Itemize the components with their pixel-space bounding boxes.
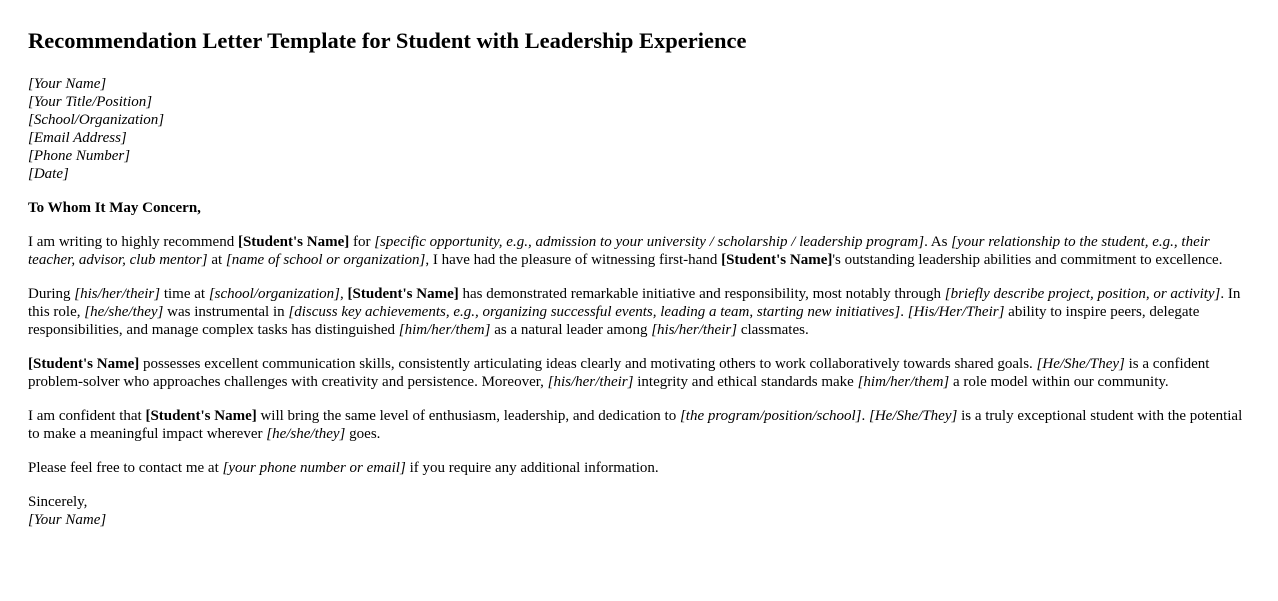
text-segment: is a truly exceptional student with the potential to make a meaningful impact wherever	[28, 408, 1243, 442]
pronoun-placeholder: [him/her/them]	[857, 374, 950, 390]
text-segment: integrity and ethical standards make	[633, 374, 858, 390]
student-name-placeholder: [Student's Name]	[721, 252, 833, 268]
paragraph-leadership	[28, 285, 1250, 339]
achievements-placeholder: [discuss key achievements, e.g., organizing successful events, leading a team, starting new initiatives]	[288, 304, 901, 320]
text-segment: Please feel free to contact me at	[28, 460, 223, 476]
text-segment: has demonstrated remarkable initiative and responsibility, most notably through	[458, 286, 945, 302]
text-segment: I am writing to highly recommend	[28, 234, 238, 250]
text-segment: ability to inspire peers, delegate responsibilities, and manage complex tasks has distinguished	[28, 304, 1200, 338]
page-title: Recommendation Letter Template for Student with Leadership Experience	[28, 28, 747, 53]
text-segment: goes.	[345, 426, 381, 442]
text-segment: if you require any additional information.	[405, 460, 659, 476]
text-segment: is a confident problem-solver who approaches challenges with creativity and persistence. Moreover,	[28, 356, 1210, 390]
pronoun-placeholder: [he/she/they]	[84, 304, 164, 320]
closing-block	[28, 493, 1250, 529]
opportunity-placeholder: [specific opportunity, e.g., admission to your university / scholarship / leadership program]	[374, 234, 925, 250]
pronoun-placeholder: [he/she/they]	[266, 426, 346, 442]
sender-school-organization: [School/Organization]	[28, 112, 165, 128]
text-segment: at	[207, 252, 226, 268]
sender-name: [Your Name]	[28, 76, 107, 92]
text-segment: ,	[339, 286, 348, 302]
project-placeholder: [briefly describe project, position, or activity]	[944, 286, 1221, 302]
sender-block	[28, 75, 1250, 183]
pronoun-placeholder: [his/her/their]	[547, 374, 634, 390]
text-segment: . In this role,	[28, 286, 1241, 320]
text-segment: .	[861, 408, 869, 424]
text-segment: . As	[924, 234, 952, 250]
text-segment: classmates.	[737, 322, 809, 338]
school-placeholder: [school/organization]	[208, 286, 340, 302]
pronoun-placeholder: [his/her/their]	[651, 322, 738, 338]
pronoun-placeholder: [his/her/their]	[74, 286, 161, 302]
contact-placeholder: [your phone number or email]	[222, 460, 406, 476]
sender-phone: [Phone Number]	[28, 148, 131, 164]
paragraph-confidence	[28, 407, 1250, 443]
text-segment: a role model within our community.	[949, 374, 1169, 390]
text-segment: .	[900, 304, 908, 320]
pronoun-placeholder: [His/Her/Their]	[907, 304, 1005, 320]
text-segment: , I have had the pleasure of witnessing first-hand	[425, 252, 722, 268]
salutation: To Whom It May Concern,	[28, 200, 201, 216]
text-segment: as a natural leader among	[490, 322, 652, 338]
signature-name: [Your Name]	[28, 512, 107, 528]
student-name-placeholder: [Student's Name]	[237, 234, 350, 250]
paragraph-contact	[28, 459, 1250, 477]
text-segment: for	[349, 234, 375, 250]
student-name-placeholder: [Student's Name]	[28, 356, 140, 372]
pronoun-placeholder: [him/her/them]	[398, 322, 491, 338]
school-placeholder: [name of school or organization]	[225, 252, 426, 268]
text-segment: time at	[160, 286, 209, 302]
sender-date: [Date]	[28, 166, 69, 182]
text-segment: During	[28, 286, 75, 302]
student-name-placeholder: [Student's Name]	[347, 286, 459, 302]
pronoun-placeholder: [He/She/They]	[869, 408, 958, 424]
text-segment: 's outstanding leadership abilities and commitment to excellence.	[832, 252, 1223, 268]
text-segment: was instrumental in	[163, 304, 289, 320]
sign-off: Sincerely,	[28, 494, 88, 510]
text-segment: possesses excellent communication skills, consistently articulating ideas clearly and motivating others to work collaboratively towards shared goals.	[139, 356, 1037, 372]
sender-email: [Email Address]	[28, 130, 127, 146]
text-segment: I am confident that	[28, 408, 146, 424]
paragraph-introduction	[28, 233, 1250, 269]
relationship-placeholder: [your relationship to the student, e.g., their teacher, advisor, club mentor]	[28, 234, 1210, 268]
pronoun-placeholder: [He/She/They]	[1036, 356, 1125, 372]
student-name-placeholder: [Student's Name]	[145, 408, 257, 424]
paragraph-communication	[28, 355, 1250, 391]
sender-title-position: [Your Title/Position]	[28, 94, 153, 110]
program-placeholder: [the program/position/school]	[679, 408, 862, 424]
text-segment: will bring the same level of enthusiasm, leadership, and dedication to	[256, 408, 680, 424]
